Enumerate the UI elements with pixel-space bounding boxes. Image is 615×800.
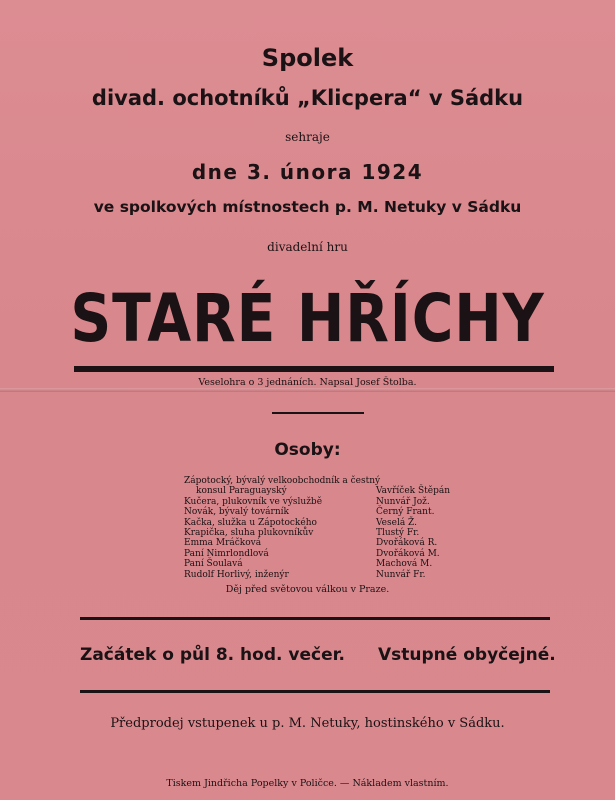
cast-actor: Vavříček Štěpán [376,486,451,497]
start-time: Začátek o půl 8. hod. večer. [80,645,346,665]
cast-row [184,538,484,548]
cast-row [184,507,484,517]
cast-role: Novák, bývalý továrník [184,507,289,518]
play-subtitle: Veselohra o 3 jednáních. Napsal Josef Štolba. [198,377,417,388]
cast-row [184,497,484,507]
cast-role: Emma Mráčková [184,538,262,549]
cast-heading: Osoby: [274,440,341,460]
cast-actor: Veselá Ž. [376,517,418,528]
cast-row [184,486,484,496]
admission: Vstupné obyčejné. [378,645,556,665]
cast-actor: Dvořáková R. [376,538,438,549]
cast-row [184,476,484,486]
presale-text: Předprodej vstupenek u p. M. Netuky, hostinského v Sádku. [110,716,505,731]
cast-actor: Dvořáková M. [376,548,440,559]
cast-role: Kačka, služka u Zápotockého [184,517,317,528]
paper-fold [0,388,615,392]
venue-line: ve spolkových místnostech p. M. Netuky v Sádku [93,198,522,216]
performs-text: sehraje [285,130,330,144]
cast-actor: Machová M. [376,559,433,570]
cast-role: Rudolf Horlivý, inženýr [184,569,289,580]
society-line: Spolek [261,44,354,72]
cast-role: Kučera, plukovník ve výslužbě [184,496,323,507]
title-underline [74,366,554,372]
cast-row [184,570,484,580]
cast-actor: Nunvář Jož. [376,496,430,507]
cast-role: konsul Paraguayský [196,486,287,497]
play-title: STARÉ HŘÍCHY [70,280,545,357]
cast-role: Paní Nimrlondlová [184,548,269,559]
cast-actor: Černý Frant. [376,507,435,518]
cast-row [184,528,484,538]
cast-actor: Tlustý Fr. [376,527,420,538]
cast-role: Krapička, sluha plukovníkův [184,527,314,538]
printer-credit: Tiskem Jindřicha Popelky v Poličce. — Nákladem vlastním. [166,778,449,789]
cast-row [184,518,484,528]
cast-role: Zápotocký, bývalý velkoobchodník a čestný [184,476,381,486]
cast-role: Paní Šoulavá [184,559,243,570]
rule-bottom [80,690,550,693]
cast-row [184,549,484,559]
genre-text: divadelní hru [267,240,348,254]
cast-list [184,476,484,580]
setting-text: Děj před světovou válkou v Praze. [225,584,390,595]
rule-top [80,617,550,620]
performance-date: dne 3. února 1924 [191,160,424,184]
cast-actor: Nunvář Fr. [376,569,426,580]
society-name: divad. ochotníků „Klicpera“ v Sádku [91,86,524,110]
subtitle-divider [272,412,364,414]
cast-row [184,559,484,569]
